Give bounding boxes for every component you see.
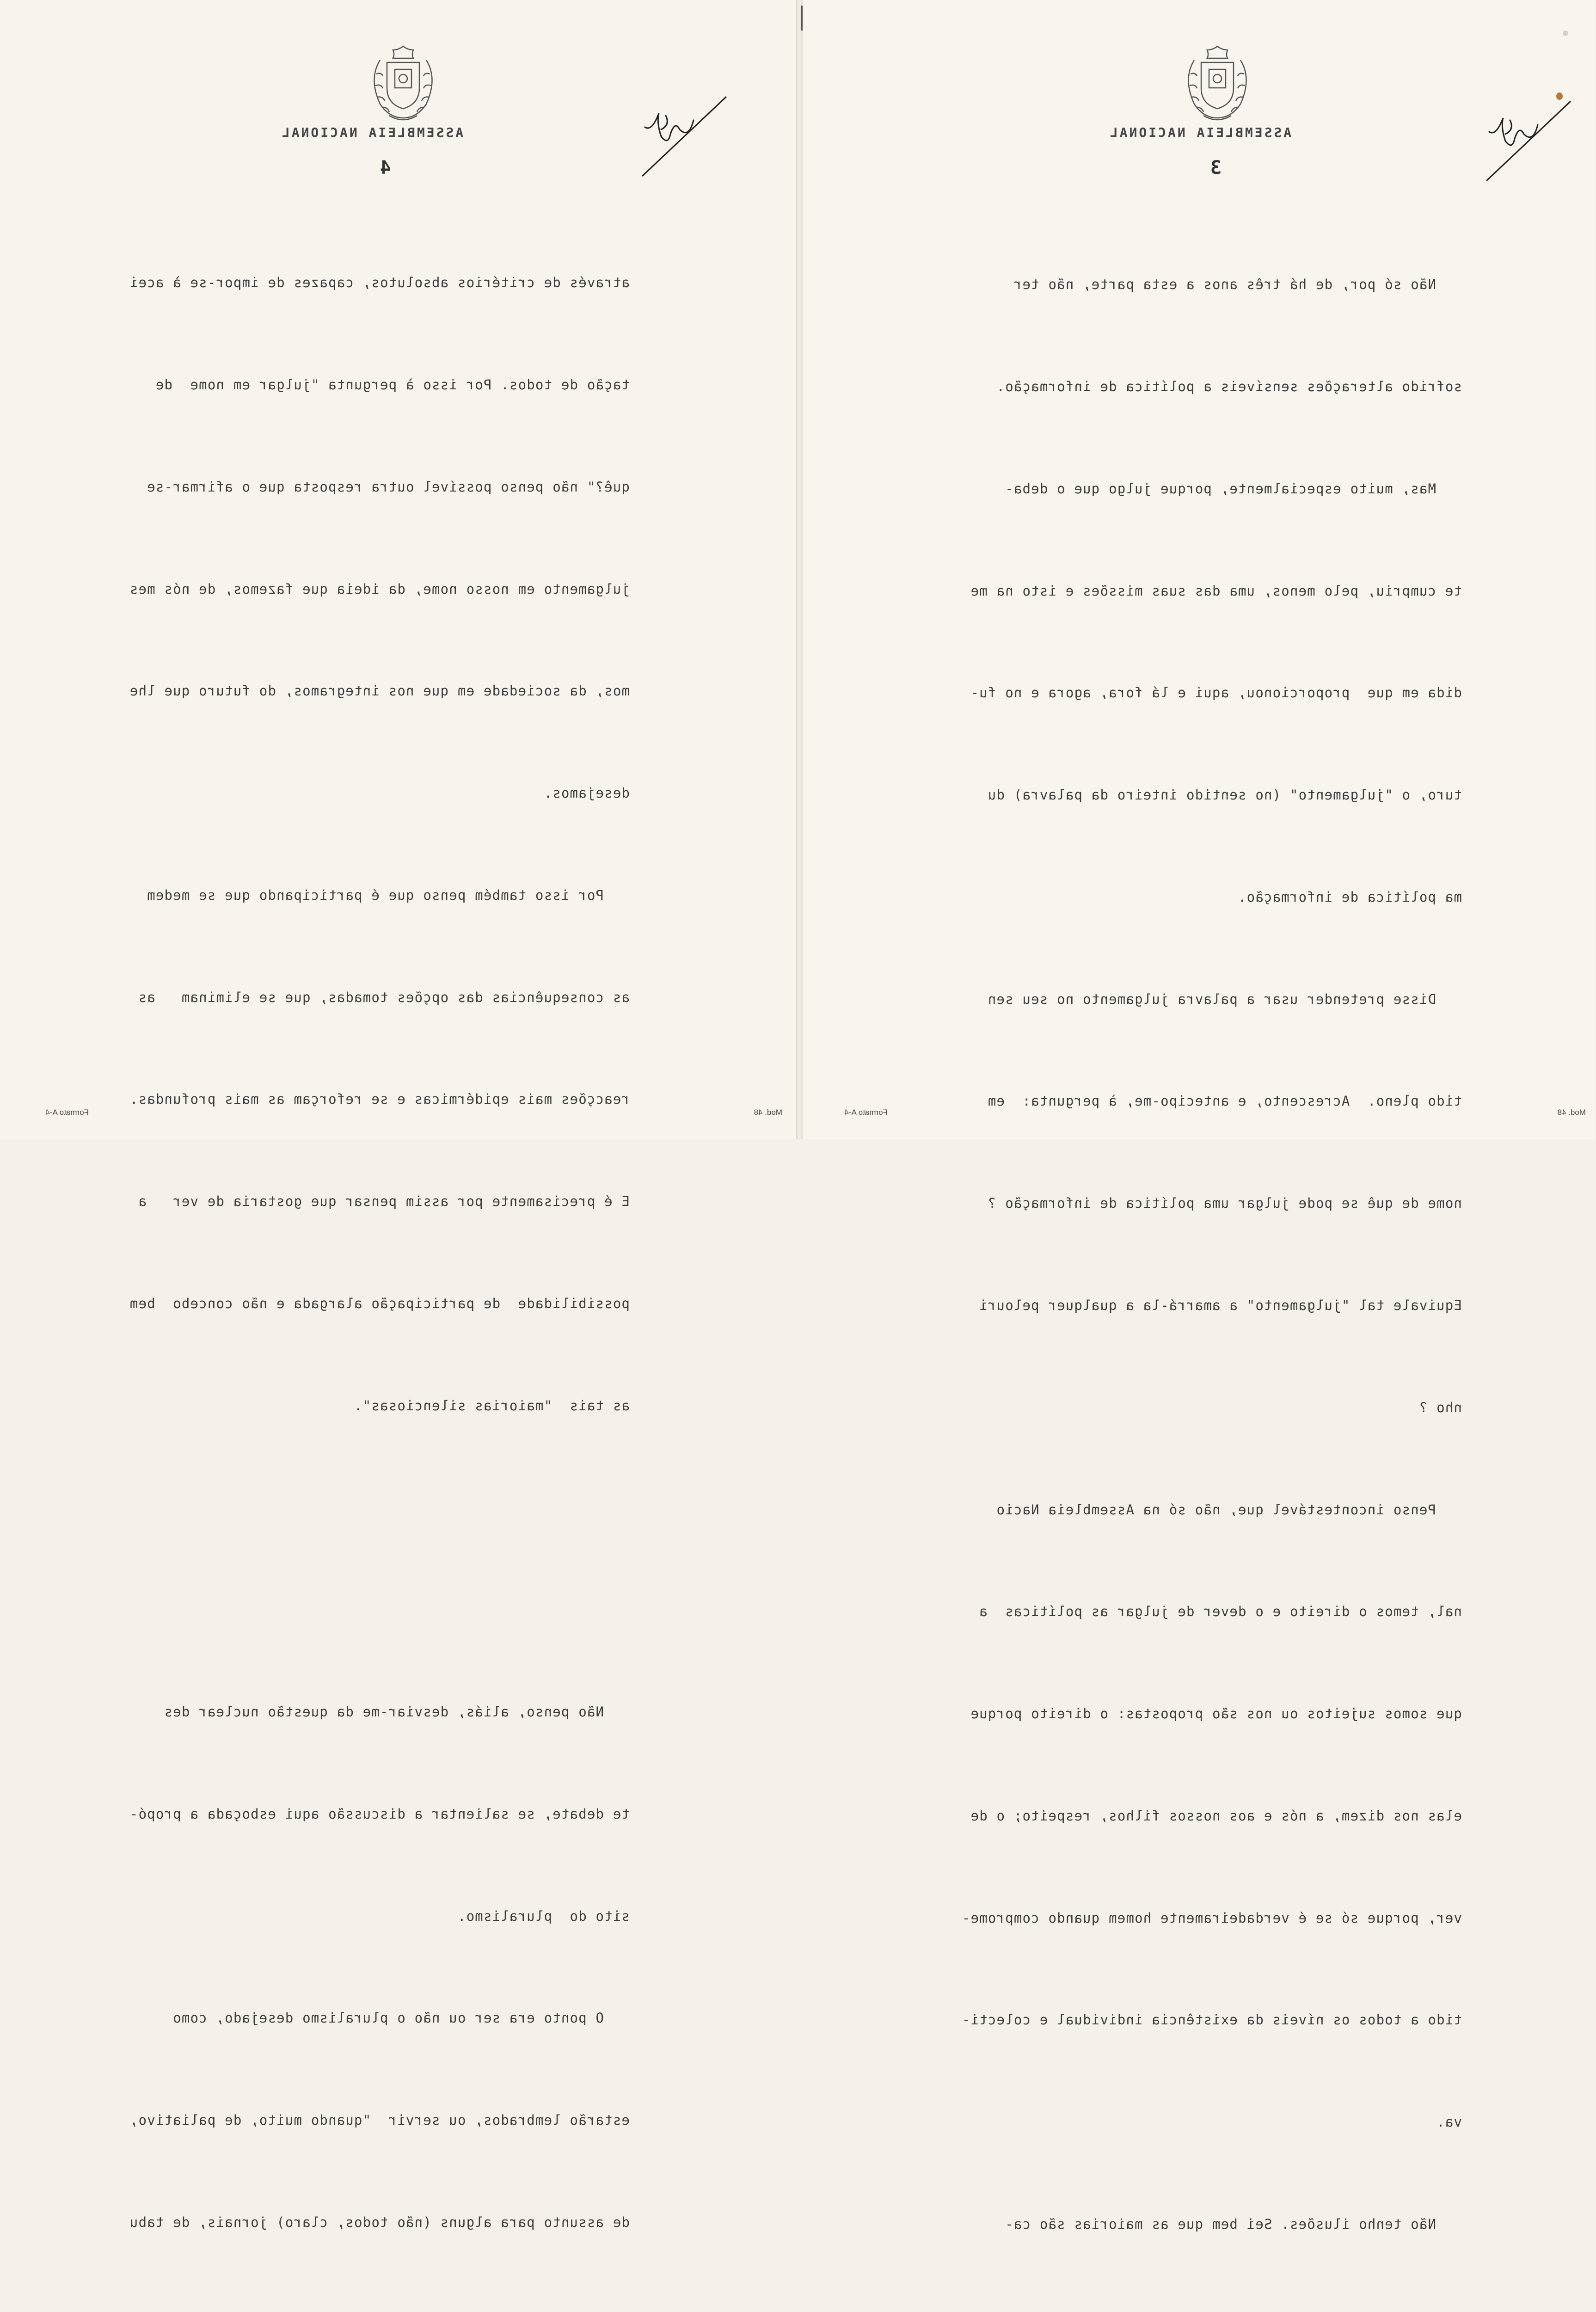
footer-model: Mod. 48 [1557, 1108, 1586, 1117]
text-line: va. [1436, 2114, 1462, 2130]
text-line: te debate, se salientar a discussão aqui esboçada a propó- [129, 1806, 630, 1822]
text-line: quê?" não penso possível outra resposta que o afirmar-se [147, 479, 630, 495]
text-line: turo, o "julgamento" (no sentido inteiro da palavra) du [987, 787, 1462, 803]
page-number: 4 [380, 157, 391, 178]
coat-of-arms-icon [366, 42, 440, 129]
page-right [803, 0, 1595, 2232]
text-line: nho ? [1418, 1399, 1462, 1415]
text-line: as tais "maiorias silenciosas". [353, 1397, 630, 1414]
footer-format: Formato A-4 [844, 1108, 888, 1117]
page-left [0, 0, 796, 2231]
text-line: reacções mais epidérmicas e se reforçam as mais profundas. [129, 1091, 630, 1107]
text-line: ma política de informação. [1237, 889, 1462, 905]
text-line [129, 1593, 630, 1627]
text-line: mos, da sociedade em que nos integramos, do futuro que lhe [129, 683, 630, 699]
page-number: 3 [1210, 157, 1222, 178]
text-line: Não penso, aliás, desviar-me da questão nuclear des [164, 1704, 630, 1720]
handwritten-signature-icon [1459, 88, 1579, 208]
text-line: desejamos. [543, 785, 630, 801]
typed-text-page-4 [129, 198, 630, 2312]
text-line: Por isso também penso que é participando que se medem [147, 887, 630, 903]
text-line: tido pleno. Acrescento, e antecipo-me, à pergunta: em [987, 1093, 1462, 1109]
typed-text-page-3 [962, 200, 1462, 2312]
text-line: possibilidade de participação alargada e não concebo bem [129, 1296, 630, 1311]
text-line: nal, temos o direito e o dever de julgar as políticas a [979, 1604, 1462, 1620]
text-line: tido a todos os níveis da existência individual e colecti- [961, 2012, 1462, 2028]
coat-of-arms-icon [1180, 42, 1254, 129]
text-line: estarão lembrados, ou servir "quando muito, de paliativo, [129, 2112, 630, 2128]
text-line: através de critérios absolutos, capazes de impor-se à acei [129, 275, 630, 291]
text-line [962, 2310, 1462, 2312]
text-line: Penso incontestável que, não só na Assembleia Nacio [996, 1501, 1462, 1518]
footer-format: Formato A-4 [45, 1108, 89, 1117]
text-line: O ponto era ser ou não o pluralismo desejado, como [172, 2010, 630, 2026]
text-line: tação de todos. Por isso à pergunta "julgar em nome de [155, 376, 630, 393]
text-line: nome de quê se pode julgar uma política de informação ? [987, 1195, 1462, 1211]
handwritten-signature-icon [615, 83, 735, 203]
text-line: Equivale tal "julgamento" a amarrá-la a qualquer pelouri [979, 1297, 1462, 1313]
text-line: Mas, muito especialmente, porque julgo que o deba- [1005, 480, 1462, 497]
text-line: de assunto para alguns (não todos, claro) jornais, de tabu [129, 2214, 630, 2231]
text-line: Disse pretender usar a palavra julgamento no seu sen [987, 991, 1462, 1007]
text-line [129, 2308, 630, 2312]
text-line: julgamento em nosso nome, da ideia que fazemos, de nós mes [129, 581, 630, 597]
letterhead: ASSEMBLEIA NACIONAL [280, 125, 464, 140]
book-gutter [796, 0, 803, 1139]
text-line: Não tenho ilusões. Sei bem que as maiorias são ca- [1005, 2216, 1462, 2232]
text-line: as consequências das opções tomadas, que se eliminam as [138, 989, 630, 1005]
paper-stain [1563, 31, 1568, 36]
text-line [129, 1491, 630, 1525]
footer-model: Mod. 48 [754, 1108, 782, 1117]
letterhead: ASSEMBLEIA NACIONAL [1108, 125, 1292, 140]
text-line: E é precisamente por assim pensar que gostaria de ver a [138, 1193, 630, 1210]
paper-stain [1556, 92, 1563, 100]
text-line: dida em que proporcionou, aqui e lá fora, agora e no fu- [970, 685, 1462, 701]
text-line: ver, porque só se é verdadeiramente homem quando comprome- [961, 1910, 1462, 1926]
text-line: que somos sujeitos ou nos são propostas: o direito porque [970, 1706, 1462, 1722]
text-line: te cumpriu, pelo menos, uma das suas missões e isto na me [970, 583, 1462, 599]
text-line: sito do pluralismo. [457, 1908, 630, 1924]
text-line: Não só por, de há três anos a esta parte, não ter [1013, 277, 1462, 293]
text-line: elas nos dizem, a nós e aos nossos filhos, respeito; o de [970, 1808, 1462, 1824]
text-line: sofrido alterações sensíveis a política de informação. [996, 378, 1462, 394]
